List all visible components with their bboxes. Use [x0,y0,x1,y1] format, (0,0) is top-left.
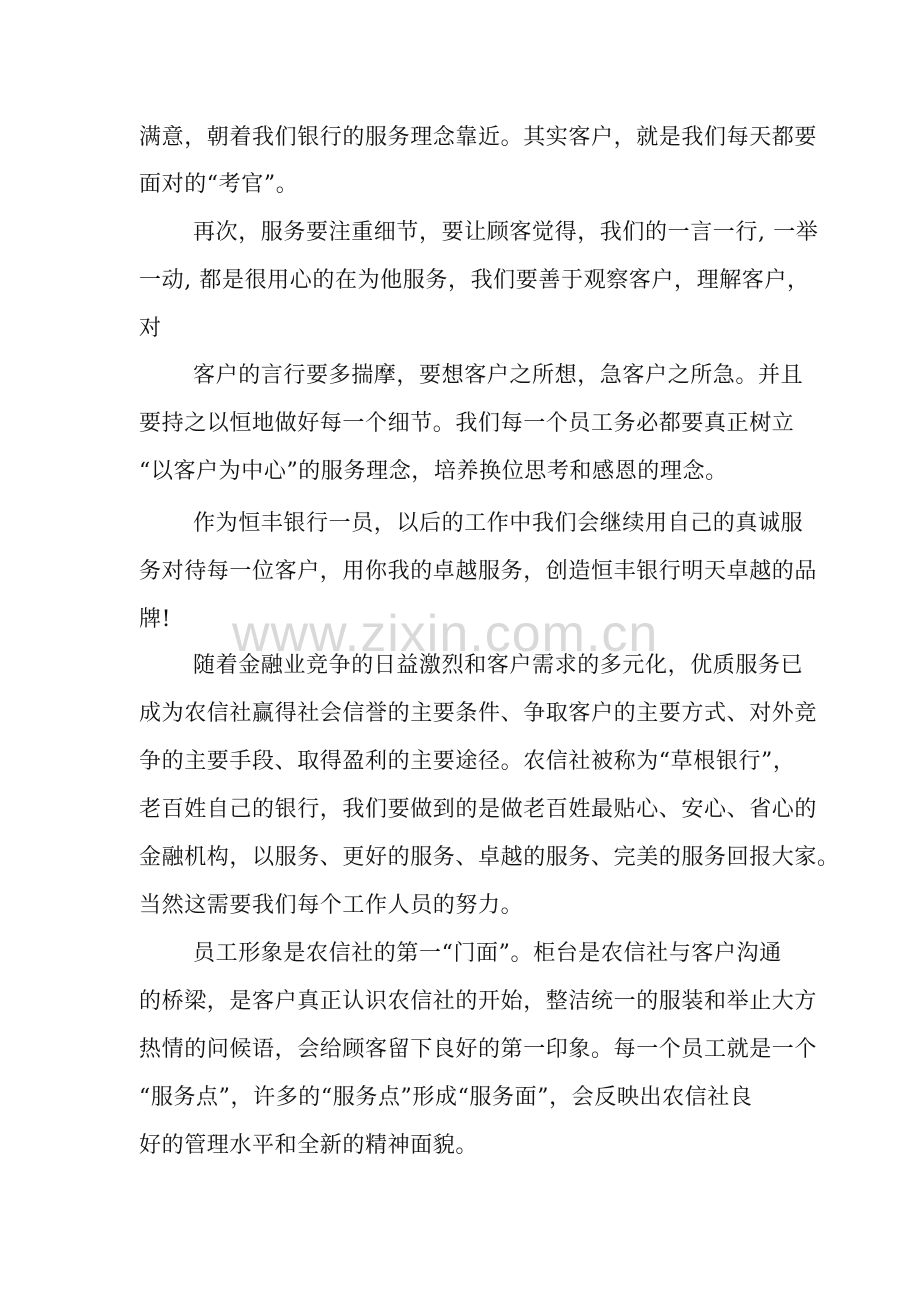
paragraph-start-line: 再次，服务要注重细节，要让顾客觉得，我们的一言一行, 一举 [193,220,819,245]
paragraph-start-line: 随着金融业竞争的日益激烈和客户需求的多元化，优质服务已 [193,653,804,678]
paragraph-start-line: 作为恒丰银行一员，以后的工作中我们会继续用自己的真诚服 [193,511,804,536]
text-line: 成为农信社赢得社会信誉的主要条件、争取客户的主要方式、对外竞 [139,701,818,726]
text-line: 热情的问候语，会给顾客留下良好的第一印象。每一个员工就是一个 [139,1037,818,1062]
text-line: 满意，朝着我们银行的服务理念靠近。其实客户，就是我们每天都要 [139,125,818,150]
text-line: 一动, 都是很用心的在为他服务，我们要善于观察客户，理解客户， [139,268,810,293]
text-line: 面对的“考官”。 [139,172,299,197]
watermark: www.zixin.com.cn [232,605,659,663]
text-line: 当然这需要我们每个工作人员的努力。 [139,893,524,918]
text-line: 务对待每一位客户，用你我的卓越服务，创造恒丰银行明天卓越的品 [139,559,818,584]
text-line: “服务点”，许多的“服务点”形成“服务面”，会反映出农信社良 [139,1085,753,1110]
text-line: 好的管理水平和全新的精神面貌。 [139,1133,479,1158]
text-line: 要持之以恒地做好每一个细节。我们每一个员工务必都要真正树立 [139,411,795,436]
text-line: 金融机构，以服务、更好的服务、卓越的服务、完美的服务回报大家。 [139,845,840,870]
text-line: “以客户为中心”的服务理念，培养换位思考和感恩的理念。 [139,459,728,484]
text-line: 争的主要手段、取得盈利的主要途径。农信社被称为“草根银行”， [139,749,796,774]
text-line: 牌! [139,607,172,632]
paragraph-start-line: 客户的言行要多揣摩，要想客户之所想，急客户之所急。并且 [193,363,804,388]
paragraph-start-line: 员工形象是农信社的第一“门面”。柜台是农信社与客户沟通 [193,941,782,966]
text-line: 对 [139,316,162,341]
text-line: 老百姓自己的银行，我们要做到的是做老百姓最贴心、安心、省心的 [139,797,818,822]
text-line: 的桥梁，是客户真正认识农信社的开始，整洁统一的服装和举止大方 [139,989,818,1014]
